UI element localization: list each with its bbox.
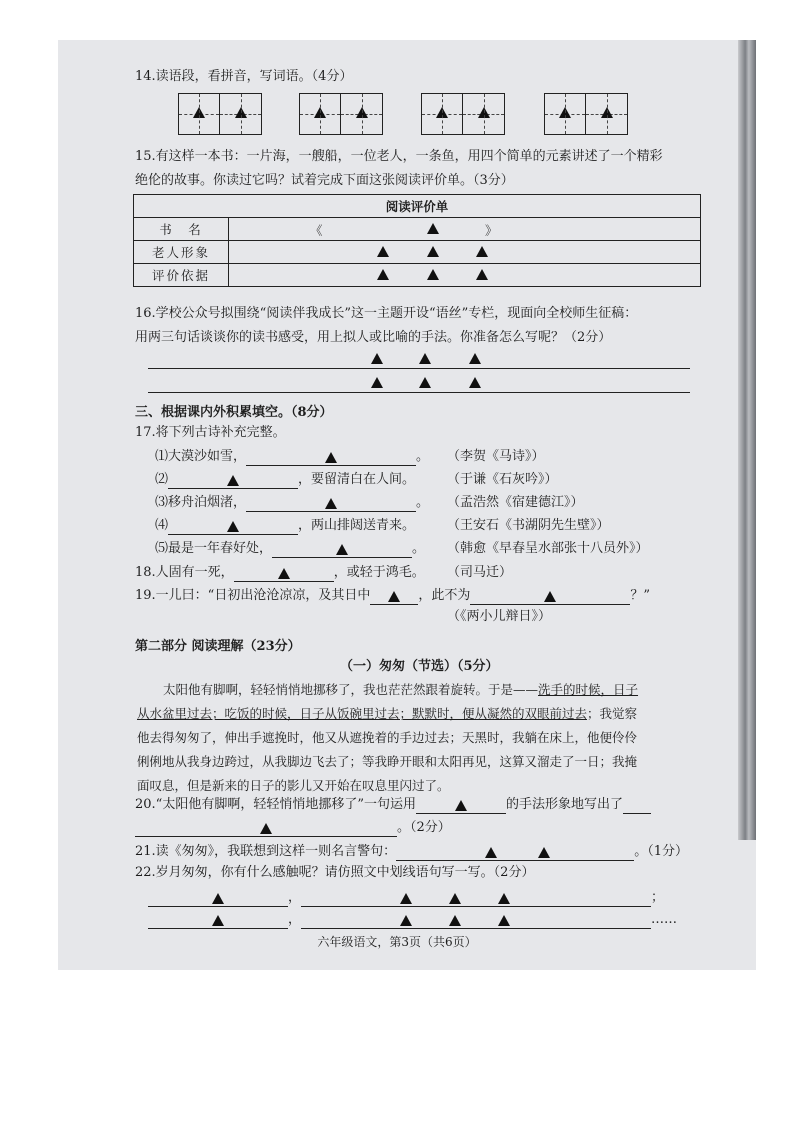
- answer-marker-icon: [449, 915, 461, 926]
- answer-marker-icon: [325, 452, 337, 463]
- q19-source: （《两小儿辩日》）: [447, 609, 552, 624]
- answer-marker-icon: [455, 800, 467, 811]
- answer-line[interactable]: [148, 367, 690, 369]
- answer-marker-icon: [544, 591, 556, 602]
- q18-prompt: 18.人固有一死， ，或轻于鸿毛。: [135, 565, 425, 580]
- reading1-passage: 太阳他有脚啊，轻轻悄悄地挪移了，我也茫茫然跟着旋转。于是——洗手的时候，日子 从水盆里过去；吃饭的时候，日子从饭碗里过去；默默时，便从凝然的双眼前过去；我觉察 他去得匆匆了，伸出手遮挽时，他又从遮挽着的手边过去；天黑时，我躺在床上，他便伶伶 俐俐地从我身边跨过，从我脚边飞去了；等我睁开眼和太阳再见，这算又溜走了一日；我掩 面叹息，但是新来的日子的影儿又开始在叹息里闪过了。: [137, 682, 639, 793]
- basis-answer[interactable]: [229, 264, 701, 287]
- answer-marker-icon: [278, 568, 290, 579]
- q18-source: （司马迁）: [447, 565, 513, 580]
- fill-blank[interactable]: [272, 543, 412, 558]
- q16-prompt-line1: 16.学校公众号拟围绕“阅读伴我成长”这一主题开设“语丝”专栏，现面向全校师生征稿：: [135, 306, 638, 321]
- q14-prompt: 14.读语段，看拼音，写词语。（4分）: [135, 69, 353, 84]
- fill-blank[interactable]: [135, 822, 397, 837]
- fill-blank[interactable]: [301, 892, 651, 907]
- poem-item-4: ⑷ ，两山排闼送青来。: [155, 518, 416, 533]
- open-bracket: 《: [310, 223, 323, 238]
- fill-blank[interactable]: [246, 497, 416, 512]
- poem-item-1: ⑴大漠沙如雪， 。: [155, 449, 430, 464]
- answer-line[interactable]: [148, 391, 690, 393]
- q17-prompt: 17.将下列古诗补充完整。: [135, 425, 286, 440]
- answer-marker-icon: [260, 823, 272, 834]
- answer-marker-icon: [336, 544, 348, 555]
- row-label-title: 书 名: [134, 218, 229, 241]
- reading-evaluation-table: [133, 194, 701, 287]
- poem-item-5: ⑸最是一年春好处， 。: [155, 541, 426, 556]
- fill-blank[interactable]: [416, 799, 506, 814]
- answer-marker-icon: [388, 591, 400, 602]
- answer-marker-icon: [371, 353, 383, 364]
- character-box[interactable]: [220, 93, 262, 135]
- table-title: 阅读评价单: [134, 195, 701, 218]
- poem-source-2: （于谦《石灰吟》）: [447, 472, 558, 487]
- q19-prompt: 19.一儿曰：“日初出沧沧凉凉，及其日中 ，此不为 ？”: [135, 588, 650, 603]
- pinyin-box-group-4: [544, 93, 628, 135]
- underlined-sentence: 从水盆里过去；吃饭的时候，日子从饭碗里过去；默默时，便从凝然的双眼前过去: [137, 706, 588, 721]
- character-box[interactable]: [463, 93, 505, 135]
- answer-marker-icon: [436, 107, 448, 118]
- fill-blank[interactable]: [370, 590, 418, 605]
- fill-blank[interactable]: [470, 590, 630, 605]
- answer-marker-icon: [314, 107, 326, 118]
- part2-title: 第二部分 阅读理解（23分）: [135, 639, 301, 654]
- poem-item-3: ⑶移舟泊烟渚， 。: [155, 495, 430, 510]
- answer-marker-icon: [419, 353, 431, 364]
- fill-blank[interactable]: [168, 474, 298, 489]
- answer-marker-icon: [476, 269, 488, 280]
- q22-answer-row1: ， ；: [148, 889, 664, 907]
- old-man-image-answer[interactable]: [229, 241, 701, 264]
- poem-item-2: ⑵ ，要留清白在人间。: [155, 472, 416, 487]
- character-box[interactable]: [341, 93, 383, 135]
- character-box[interactable]: [178, 93, 220, 135]
- pinyin-box-group-1: [178, 93, 262, 135]
- fill-blank[interactable]: [168, 520, 298, 535]
- q20-prompt: 20.“太阳他有脚啊，轻轻悄悄地挪移了”一句运用 的手法形象地写出了: [135, 796, 651, 814]
- section3-title: 三、根据课内外积累填空。（8分）: [135, 405, 333, 420]
- answer-marker-icon: [356, 107, 368, 118]
- answer-marker-icon: [449, 893, 461, 904]
- poem-source-1: （李贺《马诗》）: [447, 449, 545, 464]
- answer-marker-icon: [498, 893, 510, 904]
- q15-prompt-line1: 15.有这样一本书：一片海，一艘船，一位老人，一条鱼，用四个简单的元素讲述了一个精彩: [135, 149, 663, 164]
- answer-marker-icon: [212, 915, 224, 926]
- fill-blank[interactable]: [148, 892, 288, 907]
- fill-blank[interactable]: [301, 914, 651, 929]
- fill-blank[interactable]: [246, 451, 416, 466]
- fill-blank[interactable]: [234, 567, 334, 582]
- fill-blank[interactable]: [148, 914, 288, 929]
- page-stack-edge: [738, 40, 756, 840]
- poem-source-4: （王安石《书湖阴先生壁》）: [447, 518, 610, 533]
- q22-prompt: 22.岁月匆匆，你有什么感触呢？请仿照文中划线语句写一写。（2分）: [135, 865, 535, 880]
- row-label-basis: 评价依据: [134, 264, 229, 287]
- answer-marker-icon: [400, 893, 412, 904]
- character-box[interactable]: [544, 93, 586, 135]
- answer-marker-icon: [427, 223, 439, 234]
- answer-marker-icon: [227, 521, 239, 532]
- fill-blank[interactable]: [623, 799, 651, 814]
- page-footer: 六年级语文，第3页（共6页）: [317, 935, 477, 949]
- q16-prompt-line2: 用两三句话谈谈你的读书感受，用上拟人或比喻的手法。你准备怎么写呢？（2分）: [135, 330, 612, 345]
- answer-marker-icon: [485, 847, 497, 858]
- q22-answer-row2: ， ……: [148, 911, 677, 929]
- answer-marker-icon: [212, 893, 224, 904]
- close-bracket: 》: [485, 223, 498, 238]
- answer-marker-icon: [377, 269, 389, 280]
- answer-marker-icon: [325, 498, 337, 509]
- character-box[interactable]: [586, 93, 628, 135]
- answer-marker-icon: [469, 353, 481, 364]
- answer-marker-icon: [377, 246, 389, 257]
- character-box[interactable]: [421, 93, 463, 135]
- answer-marker-icon: [427, 246, 439, 257]
- q20-prompt-cont: 。（2分）: [135, 819, 451, 837]
- answer-marker-icon: [469, 377, 481, 388]
- q21-prompt: 21.读《匆匆》，我联想到这样一则名言警句： 。（1分）: [135, 844, 688, 859]
- answer-marker-icon: [601, 107, 613, 118]
- book-title-answer[interactable]: [229, 218, 701, 241]
- pinyin-box-group-2: [299, 93, 383, 135]
- answer-marker-icon: [476, 246, 488, 257]
- poem-source-5: （韩愈《早春呈水部张十八员外》）: [447, 541, 649, 556]
- reading1-title: （一）匆匆（节选）（5分）: [340, 659, 499, 674]
- answer-marker-icon: [498, 915, 510, 926]
- answer-marker-icon: [478, 107, 490, 118]
- answer-marker-icon: [193, 107, 205, 118]
- answer-marker-icon: [427, 269, 439, 280]
- poem-source-3: （孟浩然《宿建德江》）: [447, 495, 584, 510]
- underlined-sentence: 洗手的时候，日子: [538, 682, 639, 697]
- answer-marker-icon: [400, 915, 412, 926]
- answer-marker-icon: [227, 475, 239, 486]
- q15-prompt-line2: 绝伦的故事。你读过它吗？试着完成下面这张阅读评价单。（3分）: [135, 173, 514, 188]
- row-label-image: 老人形象: [134, 241, 229, 264]
- answer-marker-icon: [235, 107, 247, 118]
- answer-marker-icon: [419, 377, 431, 388]
- answer-marker-icon: [371, 377, 383, 388]
- answer-marker-icon: [559, 107, 571, 118]
- character-box[interactable]: [299, 93, 341, 135]
- fill-blank[interactable]: [396, 846, 634, 861]
- pinyin-box-group-3: [421, 93, 505, 135]
- answer-marker-icon: [538, 847, 550, 858]
